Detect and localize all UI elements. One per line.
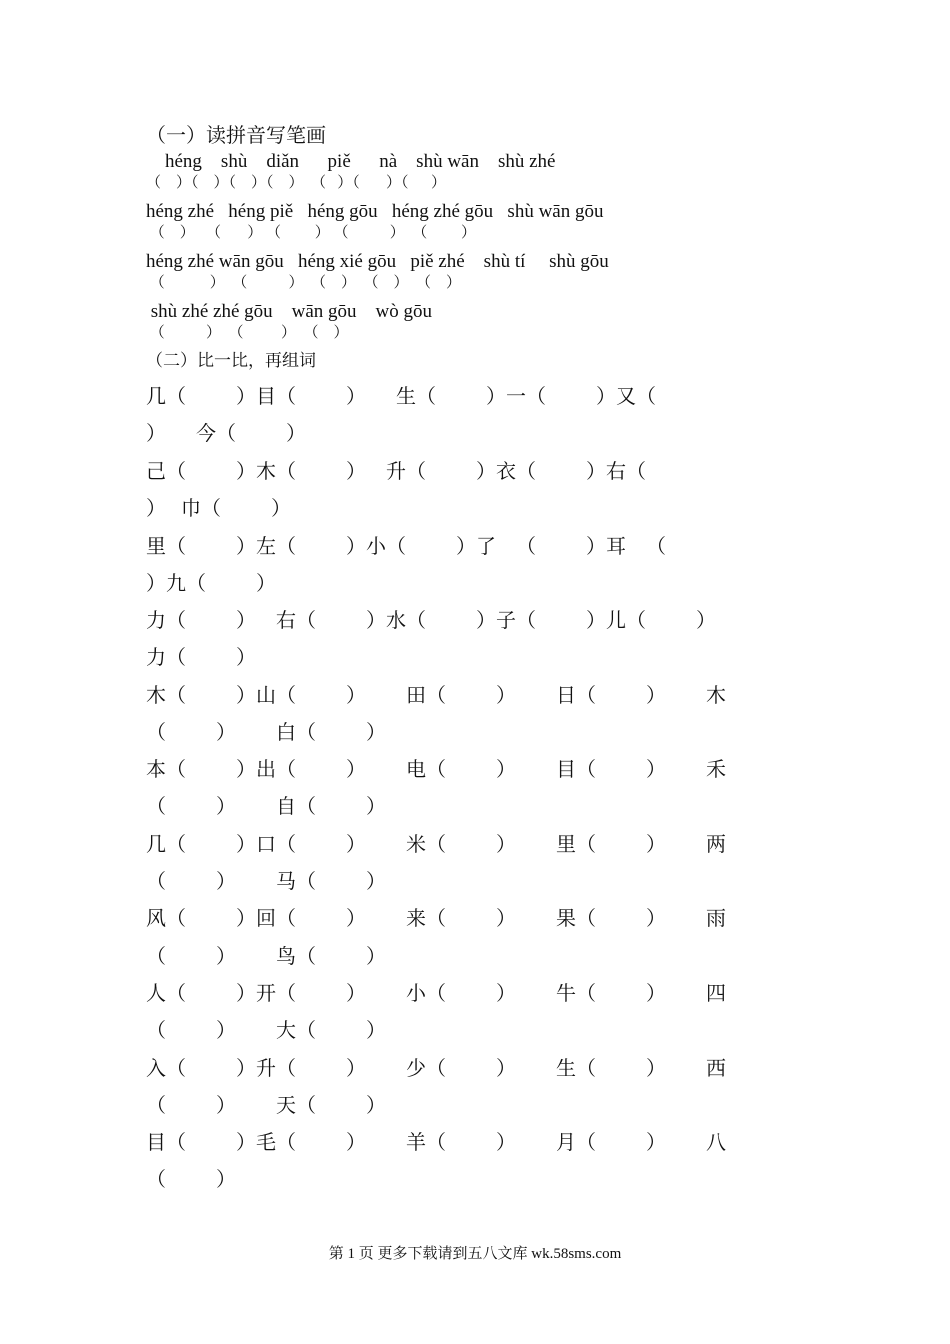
exercise-line: 几（ ）口（ ） 米（ ） 里（ ） 两 (146, 834, 726, 856)
exercise-line: 力（ ） 右（ ）水（ ）子（ ）儿（ ） (146, 610, 716, 632)
blank-row-4: （ ） （ ） （ ） (146, 325, 349, 341)
blank-row-3: （ ） （ ） （ ） （ ） （ ） (146, 275, 462, 291)
section2-title: （二）比一比，再组词 (146, 351, 316, 370)
exercise-line: （ ） 自（ ） (146, 796, 386, 818)
pinyin-row-4: shù zhé zhé gōu wān gōu wò gōu (146, 301, 433, 322)
exercise-line: ）九（ ） (146, 573, 276, 595)
pinyin-row-1: héng shù diǎn piě nà shù wān shù zhé (146, 151, 556, 172)
exercise-line: ） 巾（ ） (146, 498, 291, 520)
exercise-line: 风（ ）回（ ） 来（ ） 果（ ） 雨 (146, 908, 726, 930)
blank-row-1: （ ）（ ）（ ）（ ） （ ）（ ）（ ） (146, 175, 447, 191)
exercise-line: （ ） 白（ ） (146, 722, 386, 744)
exercise-line: 几（ ）目（ ） 生（ ）一（ ）又（ (146, 386, 656, 408)
pinyin-row-3: héng zhé wān gōu héng xié gōu piě zhé shù tí shù gōu (146, 251, 609, 272)
exercise-line: ） 今（ ） (146, 423, 306, 445)
exercise-line: 本（ ）出（ ） 电（ ） 目（ ） 禾 (146, 759, 726, 781)
exercise-line: 人（ ）开（ ） 小（ ） 牛（ ） 四 (146, 983, 726, 1005)
exercise-line: 里（ ）左（ ）小（ ）了 （ ）耳 （ (146, 536, 666, 558)
pinyin-row-2: héng zhé héng piě héng gōu héng zhé gōu shù wān gōu (146, 201, 604, 222)
exercise-line: （ ） 马（ ） (146, 871, 386, 893)
exercise-line: （ ） (146, 1169, 236, 1191)
exercise-line: （ ） 大（ ） (146, 1020, 386, 1042)
exercise-line: 己（ ）木（ ） 升（ ）衣（ ）右（ (146, 461, 646, 483)
exercise-line: 木（ ）山（ ） 田（ ） 日（ ） 木 (146, 685, 726, 707)
exercise-line: （ ） 天（ ） (146, 1095, 386, 1117)
page-footer: 第 1 页 更多下载请到五八文库 wk.58sms.com (328, 1246, 622, 1262)
exercise-line: 入（ ）升（ ） 少（ ） 生（ ） 西 (146, 1058, 726, 1080)
exercise-line: （ ） 鸟（ ） (146, 946, 386, 968)
exercise-line: 目（ ）毛（ ） 羊（ ） 月（ ） 八 (146, 1132, 726, 1154)
blank-row-2: （ ） （ ） （ ） （ ） （ ） (146, 225, 477, 241)
section1-title: （一）读拼音写笔画 (146, 125, 326, 147)
exercise-line: 力（ ） (146, 647, 256, 669)
